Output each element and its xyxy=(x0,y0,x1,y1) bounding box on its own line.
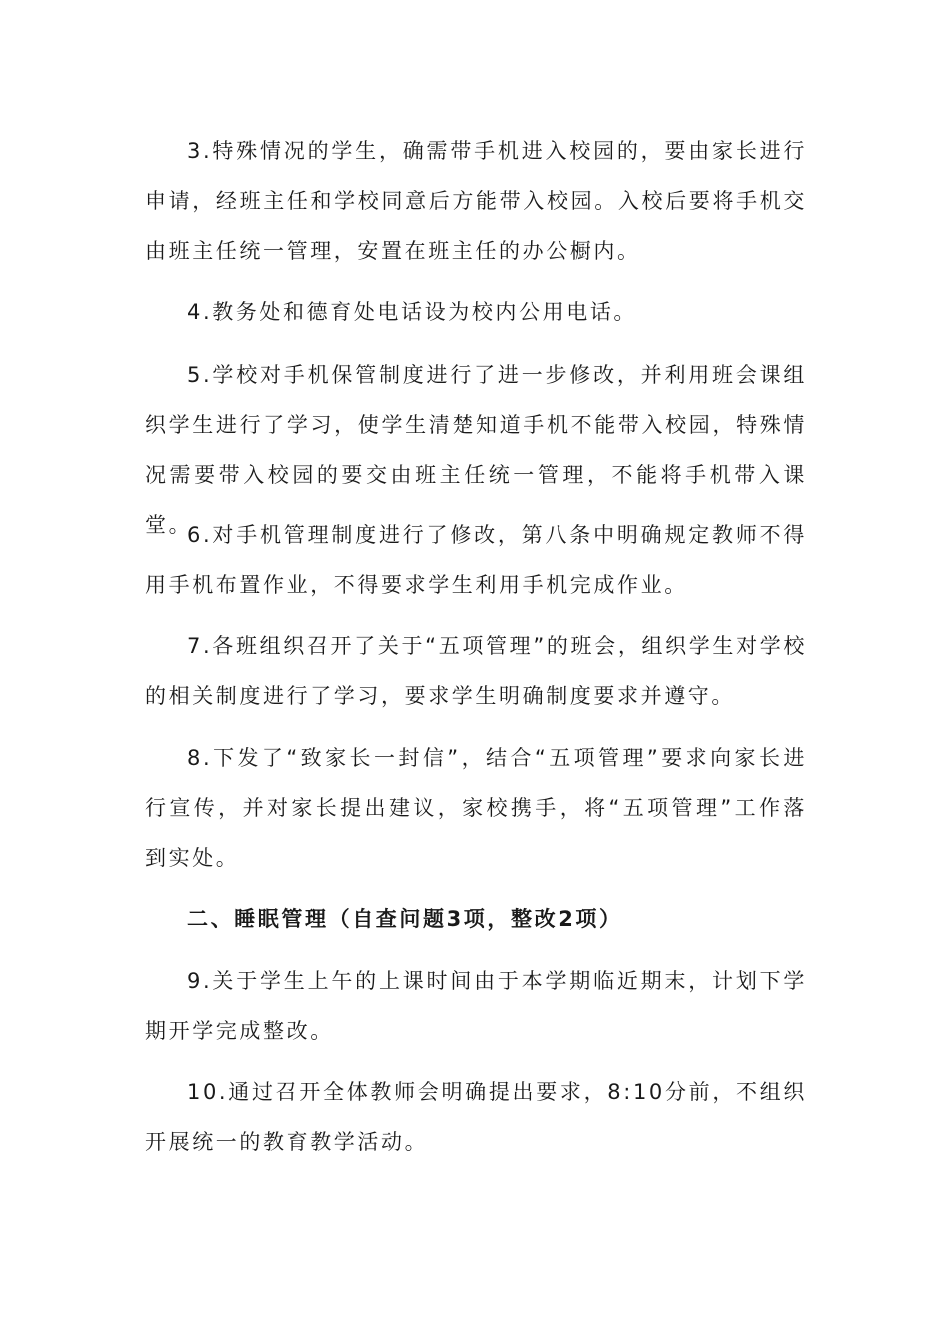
paragraph-7: 7.各班组织召开了关于“五项管理”的班会，组织学生对学校的相关制度进行了学习，要求学生明确制度要求并遵守。 xyxy=(145,634,807,708)
paragraph-9: 9.关于学生上午的上课时间由于本学期临近期末，计划下学期开学完成整改。 xyxy=(145,969,807,1043)
paragraph-4: 4.教务处和德育处电话设为校内公用电话。 xyxy=(187,300,638,324)
paragraph-3: 3.特殊情况的学生，确需带手机进入校园的，要由家长进行申请，经班主任和学校同意后方能带入校园。入校后要将手机交由班主任统一管理，安置在班主任的办公橱内。 xyxy=(145,139,807,263)
paragraph-10: 10.通过召开全体教师会明确提出要求，8:10分前，不组织开展统一的教育教学活动。 xyxy=(145,1080,807,1154)
paragraph-6: 6.对手机管理制度进行了修改，第八条中明确规定教师不得用手机布置作业，不得要求学生利用手机完成作业。 xyxy=(145,523,807,597)
paragraph-8: 8.下发了“致家长一封信”，结合“五项管理”要求向家长进行宣传，并对家长提出建议，家校携手，将“五项管理”工作落到实处。 xyxy=(145,746,807,870)
paragraph-5: 5.学校对手机保管制度进行了进一步修改，并利用班会课组织学生进行了学习，使学生清楚知道手机不能带入校园，特殊情况需要带入校园的要交由班主任统一管理，不能将手机带入课堂。 xyxy=(145,363,807,537)
section-heading-sleep-management: 二、睡眠管理（自查问题3项，整改2项） xyxy=(187,907,623,931)
